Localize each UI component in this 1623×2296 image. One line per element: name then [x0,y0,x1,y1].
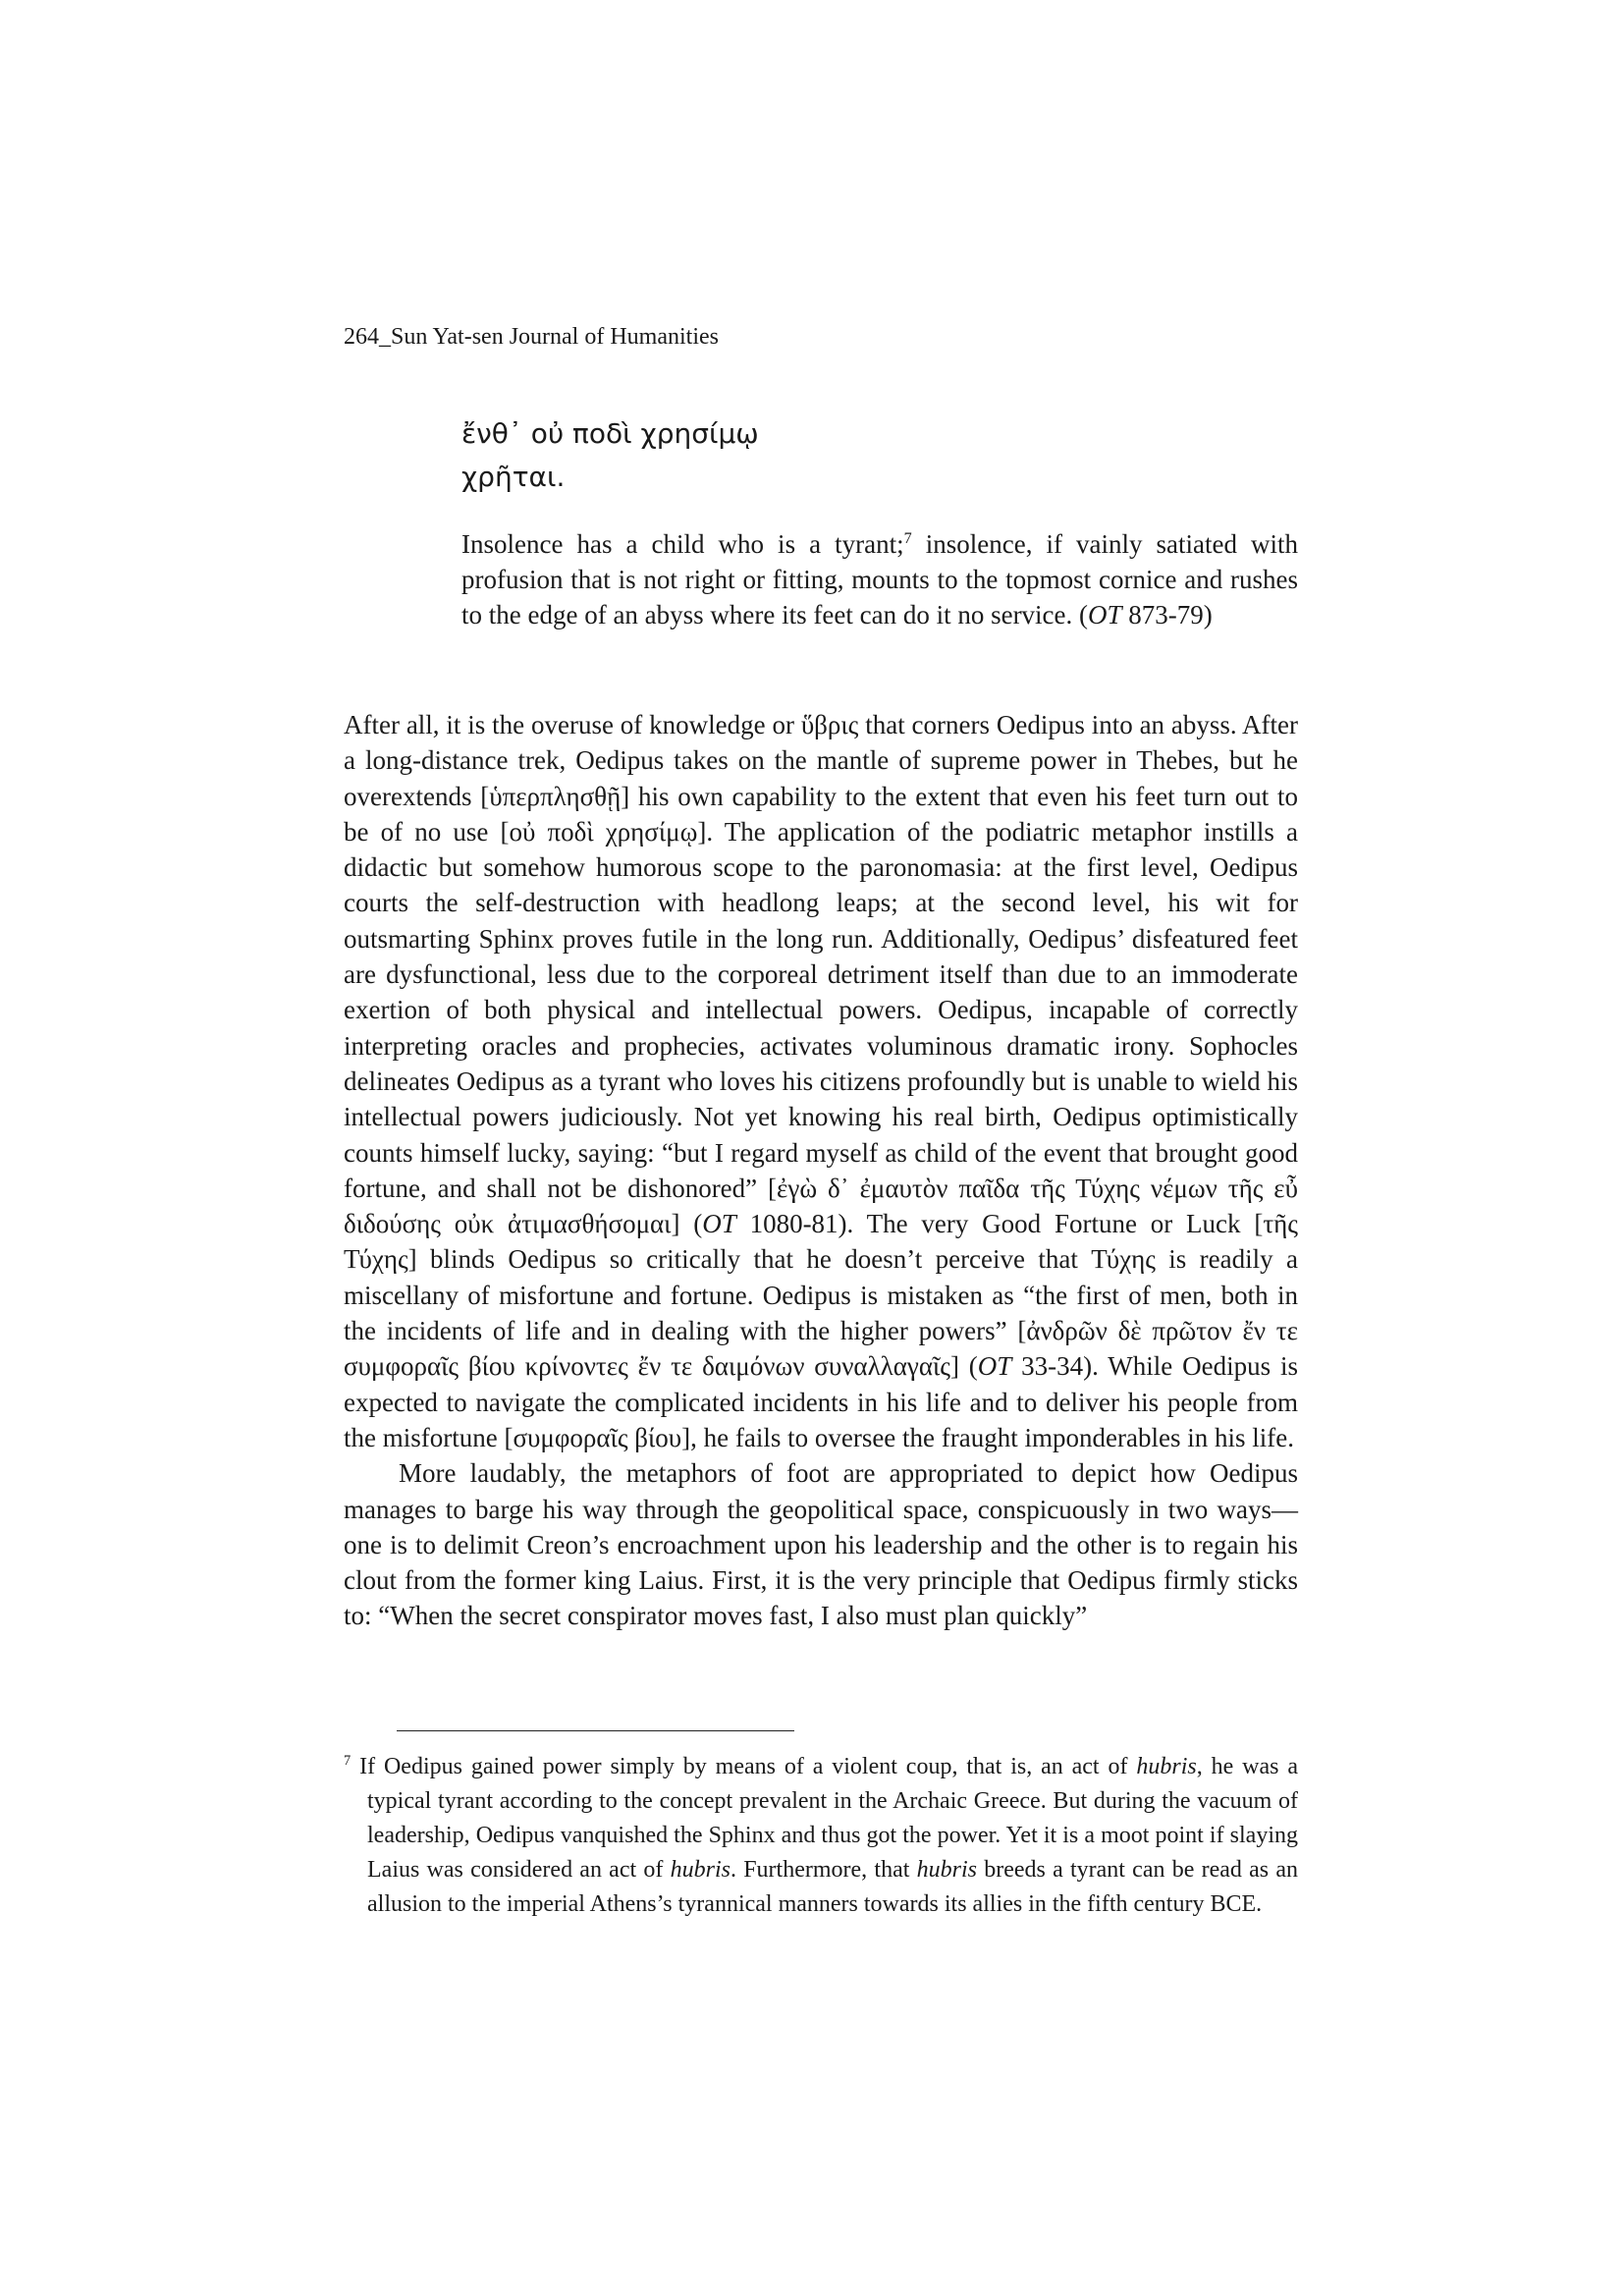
body-text [344,707,1298,1634]
greek-verse-line-1: ἔνθ᾽ οὐ ποδὶ χρησίμῳ [461,417,759,450]
footnote-separator [397,1730,794,1731]
footnote-italic: hubris [1136,1754,1197,1779]
greek-verse-quote [461,412,1051,499]
block-quote-translation [461,526,1298,632]
footnote-italic: hubris [916,1857,977,1883]
block-quote-text: insolence, if vainly satiated with profusion that is not right or fitting, mounts to the topmost cornice and rushes to the edge of an abyss where its feet can do it no service. ( [461,529,1299,629]
paragraph-text: 1080-81). The very Good Fortune or Luck [τῆς Τύχης] blinds Oedipus so critically that he doesn’t perceive that Τύχης is readily a miscellany of misfortune and fortune. Oedipus is mistaken as “the first of men, both in the incidents of life and in dealing with the higher powers” [ἀνδρῶν δὲ πρῶτον ἔν τε συμφοραῖς βίου κρίνοντες ἔν τε δαιμόνων συναλλαγαῖς] ( [344,1209,1298,1382]
paragraph-2: More laudably, the metaphors of foot are appropriated to depict how Oedipus manages to barge his way through the geopolitical space, conspicuously in two ways—one is to delimit Creon’s encroachment upon his leadership and the other is to regain his clout from the former king Laius. First, it is the very principle that Oedipus firmly sticks to: “When the secret conspirator moves fast, I also must plan quickly” [344,1458,1298,1631]
citation-abbrev: OT [1088,600,1122,629]
footnote-body [344,1750,1298,1922]
footnote-italic: hubris [670,1857,730,1883]
footnote-7 [344,1750,1298,1922]
footnote-text: breeds a tyrant can be read as an allusion to the imperial Athens’s tyrannical manners towards its allies in the fifth century BCE. [367,1857,1299,1917]
citation-abbrev: OT [977,1351,1012,1382]
footnote-text: , he was a typical tyrant according to the concept prevalent in the Archaic Greece. But during the vacuum of leadership, Oedipus vanquished the Sphinx and thus got the power. Yet it is a moot point if slaying Laius was considered an act of [367,1754,1298,1883]
greek-verse-line-2: χρῆται. [461,461,566,493]
footnote-text: If Oedipus gained power simply by means of a violent coup, that is, an act of [359,1754,1137,1779]
block-quote-text: Insolence has a child who is a tyrant; [461,529,904,559]
paragraph-text: After all, it is the overuse of knowledge or ὕβρις that corners Oedipus into an abyss. After a long-distance trek, Oedipus takes on the mantle of supreme power in Thebes, but he overextends [ὑπερπλησθῇ] his own capability to the extent that even his feet turn out to be of no use [οὐ ποδὶ χρησίμῳ]. The application of the podiatric metaphor instills a didactic but somehow humorous scope to the paronomasia: at the first level, Oedipus courts the self-destruction with headlong leaps; at the second level, his wit for outsmarting Sphinx proves futile in the long run. Additionally, Oedipus’ disfeatured feet are dysfunctional, less due to the corporeal detriment itself than due to an immoderate exertion of both physical and intellectual powers. Oedipus, incapable of correctly interpreting oracles and prophecies, activates voluminous dramatic irony. Sophocles delineates Oedipus as a tyrant who loves his citizens profoundly but is unable to wield his intellectual powers judiciously. Not yet knowing his real birth, Oedipus optimistically counts himself lucky, saying: “but I regard myself as child of the event that brought good fortune, and shall not be dishonored” [ἐγὼ δ᾽ ἐμαυτὸν παῖδα τῆς Τύχης νέμων τῆς εὖ διδούσης οὐκ ἀτιμασθήσομαι] ( [344,710,1298,1239]
footnote-number: 7 [344,1753,352,1769]
footnote-reference[interactable]: 7 [903,529,912,547]
footnote-text: . Furthermore, that [730,1857,917,1883]
paragraph-text: 33-34). While Oedipus is expected to navigate the complicated incidents in his life and to deliver his people from the misfortune [συμφοραῖς βίου], he fails to oversee the fraught imponderables in his life. [344,1351,1298,1452]
citation-abbrev: OT [702,1209,736,1239]
paragraph-1 [344,707,1298,1455]
running-head: 264_Sun Yat-sen Journal of Humanities [344,324,719,350]
block-quote-citation: 873-79) [1121,600,1213,629]
